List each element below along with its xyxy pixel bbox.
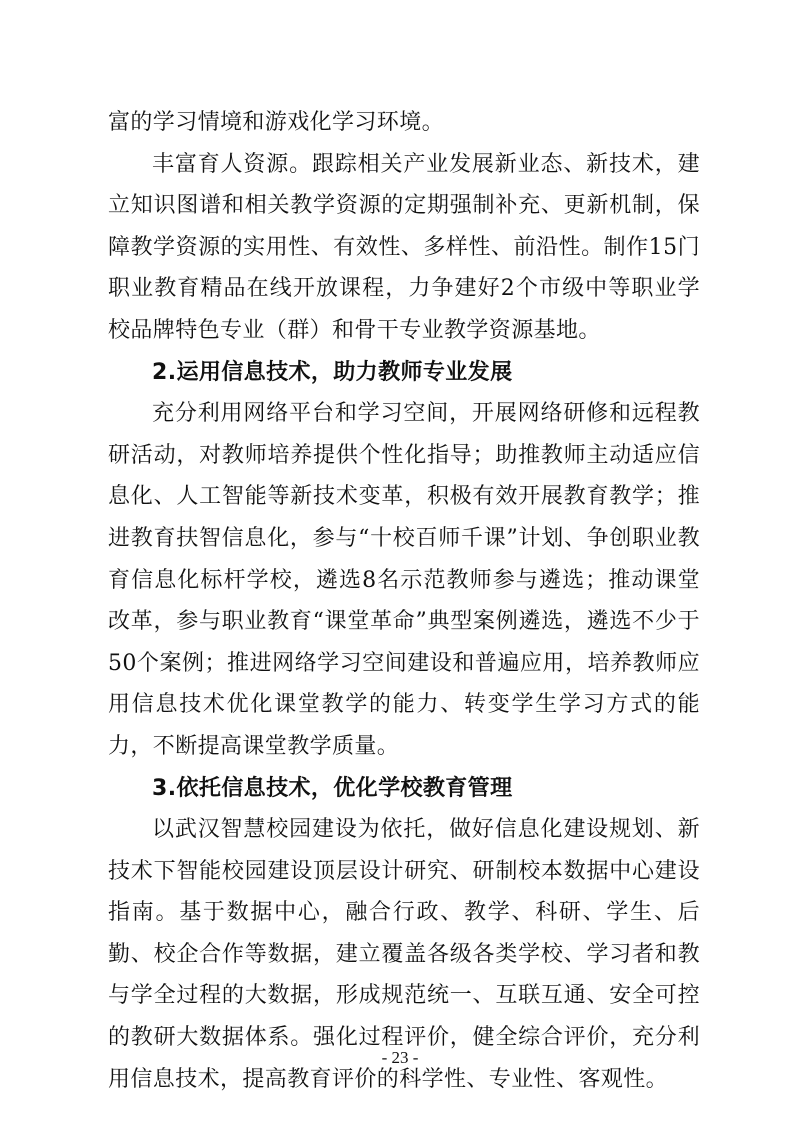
paragraph-school-management: 以武汉智慧校园建设为依托，做好信息化建设规划、新技术下智能校园建设顶层设计研究、研制校本数据中心建设指南。基于数据中心，融合行政、教学、科研、学生、后勤、校企合作等数据，建立覆盖各级各类学校、学习者和教与学全过程的大数据，形成规范统一、互联互通、安全可控的教研大数据体系。强化过程评价，健全综合评价，充分利用信息技术，提高教育评价的科学性、专业性、客观性。: [108, 817, 700, 1092]
paragraph-resources: 丰富育人资源。跟踪相关产业发展新业态、新技术，建立知识图谱和相关教学资源的定期强制补充、更新机制，保障教学资源的实用性、有效性、多样性、前沿性。制作15门职业教育精品在线开放课程，力争建好2个市级中等职业学校品牌特色专业（群）和骨干专业教学资源基地。: [108, 151, 700, 343]
section-heading-school-management: 3.依托信息技术，优化学校教育管理: [152, 775, 513, 801]
paragraph-teacher-development: 充分利用网络平台和学习空间，开展网络研修和远程教研活动，对教师培养提供个性化指导；助推教师主动适应信息化、人工智能等新技术变革，积极有效开展教育教学；推进教育扶智信息化，参与“十校百师千课”计划、争创职业教育信息化标杆学校，遴选8名示范教师参与遴选；推动课堂改革，参与职业教育“课堂革命”典型案例遴选，遴选不少于50个案例；推进网络学习空间建设和普遍应用，培养教师应用信息技术优化课堂教学的能力、转变学生学习方式的能力，不断提高课堂教学质量。: [108, 401, 700, 759]
section-heading-teacher-development: 2.运用信息技术，助力教师专业发展: [152, 359, 513, 385]
page-number: - 23 -: [381, 1048, 419, 1067]
paragraph-continuation: 富的学习情境和游戏化学习环境。: [108, 110, 445, 135]
document-body: [108, 102, 700, 1100]
